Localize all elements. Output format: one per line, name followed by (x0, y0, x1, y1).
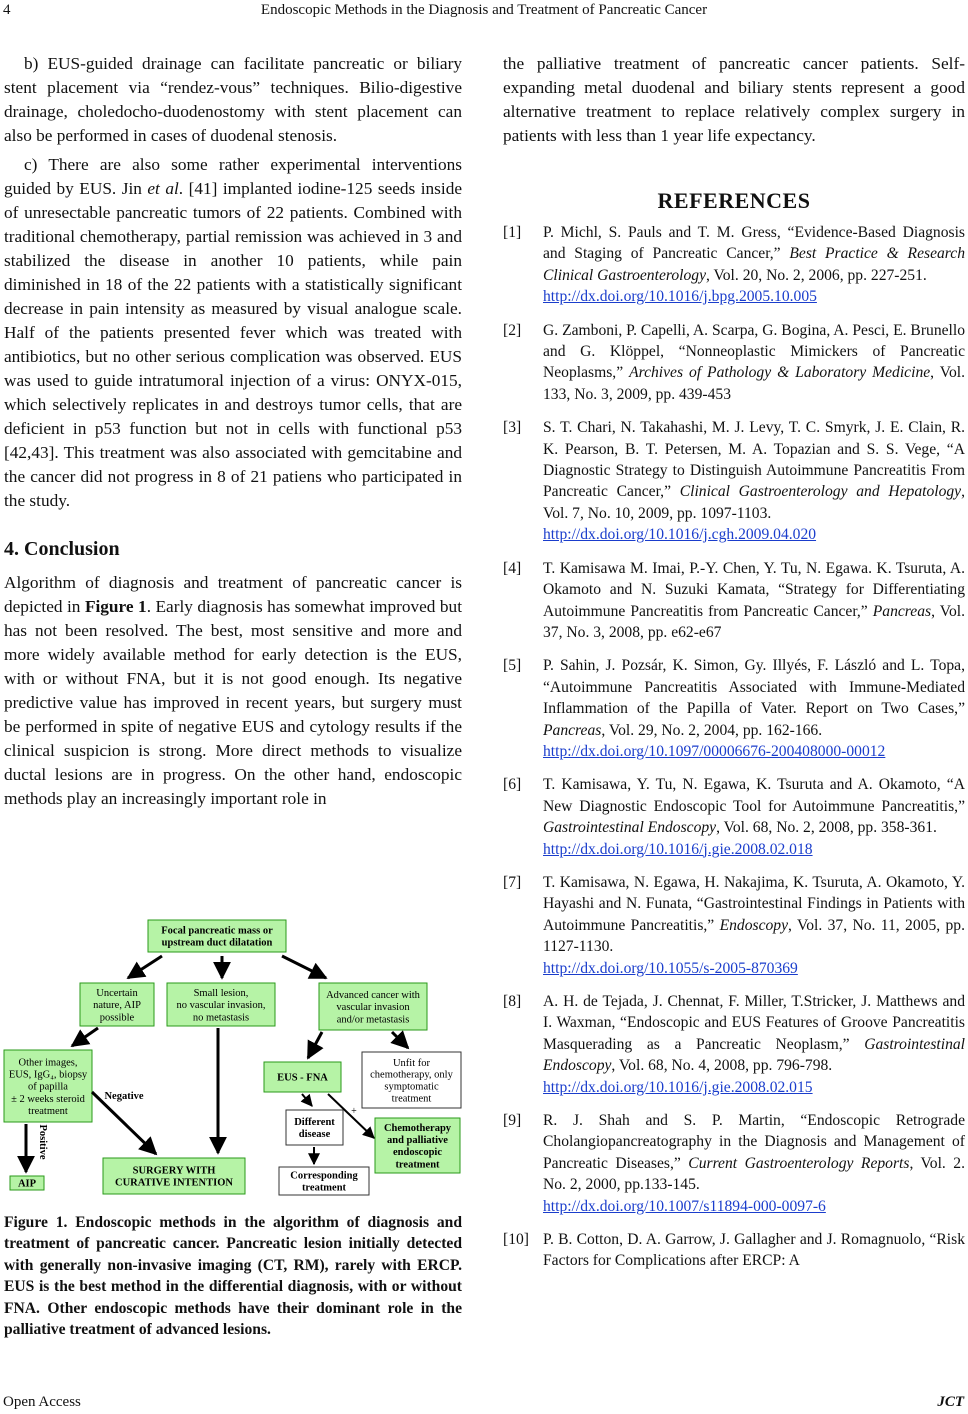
box-other-images-line: of papilla (28, 1081, 68, 1093)
reference-authors-title: S. T. Chari, N. Takahashi, M. J. Levy, T. C. Smyrk, J. E. Clain, R. K. Pearson, B. T. Petersen, M. A. Topazian and S. S. Vege, “A Diagnostic Strategy to Distinguish Autoimmune Pancreatitis From Pancreatic Cancer,” (543, 419, 965, 501)
arrow-advanced-to-unfit (392, 1032, 408, 1048)
box-surgery-line: CURATIVE INTENTION (115, 1177, 233, 1189)
reference-volume: , Vol. 2. No. 2, 2000, pp.133-145. (543, 1154, 965, 1194)
reference-number: [10] (503, 1231, 529, 1249)
box-focal-mass-line: upstream duct dilatation (161, 937, 273, 949)
box-different-disease-line: disease (298, 1128, 331, 1140)
box-focal-mass (148, 920, 286, 952)
references-list (503, 222, 965, 1272)
box-small-lesion (167, 983, 275, 1026)
flowchart-svg (0, 910, 462, 1202)
box-advanced-line: Advanced cancer with (326, 990, 420, 1002)
box-uncertain-line: Uncertain (96, 988, 138, 1000)
reference-authors-title: P. Sahin, J. Pozsár, K. Simon, Gy. Illyés, F. László and L. Topa, “Autoimmune Pancreatitis Associated with Immune-Mediated Inflammation of the Papilla of Vater. Report on Two Cases,” (543, 657, 965, 718)
box-other-images-line: Other images, (18, 1057, 78, 1069)
reference-volume: , Vol. 7, No. 10, 2009, pp. 1097-1103. (543, 483, 965, 522)
reference-doi-link[interactable]: http://dx.doi.org/10.1055/s-2005-870369 (543, 959, 798, 977)
et-al-italic: et al (147, 179, 179, 198)
reference-item (503, 417, 965, 545)
reference-journal: Pancreas (543, 721, 602, 739)
palliative-paragraph: the palliative treatment of pancreatic cancer patients. Self-expanding metal duodenal and biliary stents represent a good alternative treatment to replace relatively complex surgery in patients with less than 1 year life expectancy. (503, 54, 965, 145)
paragraph-c (4, 153, 462, 513)
box-chemo-line: endoscopic (392, 1147, 443, 1159)
reference-journal: Gastrointestinal Endoscopy (543, 1035, 965, 1075)
box-uncertain-line: nature, AIP (93, 1000, 141, 1012)
box-other-images-line: ± 2 weeks steroid (11, 1093, 85, 1105)
reference-doi-link[interactable]: http://dx.doi.org/10.1016/j.cgh.2009.04.020 (543, 526, 817, 544)
reference-number: [8] (503, 993, 522, 1010)
arrow-eus-different (302, 1094, 312, 1106)
box-unfit-line: chemotherapy, only (370, 1069, 453, 1081)
box-small-lesion-line: Small lesion, (193, 988, 249, 1000)
box-surgery-line: SURGERY WITH (132, 1165, 216, 1177)
box-chemo-line: treatment (395, 1159, 440, 1171)
arrow-to-uncertain (128, 956, 162, 978)
paragraph-c-part1: c) There are also some rather experimental interventions guided by EUS. Jin (4, 155, 462, 198)
label-positive: Positive (37, 1124, 48, 1160)
footer-open-access: Open Access (3, 1394, 81, 1410)
page-number: 4 (3, 2, 11, 18)
box-unfit-line: Unfit for (392, 1057, 431, 1069)
reference-authors-title: A. H. de Tejada, J. Chennat, F. Miller, T.Stricker, J. Matthews and I. Waxman, “Endoscopic and EUS Features of Groove Pancreatitis Masquerading as a Pancreatic Neoplasm,” (543, 993, 965, 1053)
figure-reference: Figure 1 (84, 597, 147, 616)
box-uncertain (80, 983, 154, 1026)
reference-journal: Current Gastroenterology Reports (688, 1154, 910, 1172)
box-unfit (362, 1052, 461, 1108)
reference-item (503, 1229, 965, 1272)
arrow-uncertain-to-other (72, 1028, 98, 1046)
box-small-lesion-line: no metastasis (192, 1012, 250, 1024)
reference-item (503, 320, 965, 406)
box-chemo (375, 1118, 460, 1173)
reference-volume: , Vol. 37, No. 3, 2008, pp. e62-e67 (543, 602, 965, 641)
reference-journal: Best Practice & Research Clinical Gastroenterology (543, 245, 965, 284)
box-corresponding (279, 1167, 369, 1195)
box-other-images-line: treatment (28, 1105, 68, 1117)
reference-journal: Gastrointestinal Endoscopy (543, 819, 717, 837)
box-unfit-line: symptomatic (384, 1081, 439, 1093)
reference-item (503, 655, 965, 762)
reference-authors-title: T. Kamisawa, Y. Tu, N. Egawa, K. Tsuruta and A. Okamoto, “A New Diagnostic Endoscopic Tool for Autoimmune Pancreatitis,” (543, 776, 965, 815)
conclusion-part2: . Early diagnosis has somewhat improved but has not been resolved. The best, most sensitive and more and more widely available method for early detection is the EUS, with or without FNA, but it is not good enough. Its negative predictive value has improved in recent years, but surgery must be performed in spite of negative EUS and cytology results if the clinical suspicion is strong. More direct methods to visualize ductal lesions are in progress. On the other hand, endoscopic methods play an increasingly important role in (4, 597, 463, 808)
reference-journal: Pancreas (872, 602, 932, 620)
box-unfit-line: treatment (391, 1093, 432, 1105)
box-advanced-line: and/or metastasis (336, 1014, 410, 1026)
running-title: Endoscopic Methods in the Diagnosis and Treatment of Pancreatic Cancer (260, 2, 708, 18)
reference-volume: , Vol. 37, No. 11, 2005, pp. 1127-1130. (543, 916, 965, 956)
reference-number: [7] (503, 873, 522, 891)
reference-volume: , Vol. 133, No. 3, 2009, pp. 439-453 (543, 364, 966, 403)
reference-item (503, 222, 965, 308)
footer-journal: JCT (937, 1394, 964, 1410)
figure-1-flowchart (0, 910, 462, 1202)
box-other-images-line: EUS, IgG₄, biopsy (8, 1069, 88, 1081)
reference-volume: , Vol. 68, No. 2, 2008, pp. 358-361. (716, 819, 937, 837)
reference-number: [2] (503, 321, 522, 339)
reference-doi-link[interactable]: http://dx.doi.org/10.1016/j.bpg.2005.10.005 (543, 288, 817, 306)
reference-item (503, 1110, 965, 1217)
left-column (4, 52, 462, 811)
box-small-lesion-line: no vascular invasion, (176, 1000, 266, 1012)
box-surgery (103, 1158, 245, 1194)
box-aip (10, 1176, 44, 1190)
reference-number: [3] (503, 419, 522, 437)
conclusion-paragraph (4, 571, 462, 811)
paragraph-b: b) EUS-guided drainage can facilitate pancreatic or biliary stent placement via “rendez-vous” techniques. Bilio-digestive drainage, choledocho-duodenostomy with stent placement can also be performed in cases of duodenal stenosis. (4, 54, 462, 145)
reference-volume: , Vol. 29, No. 2, 2004, pp. 162-166. (601, 721, 823, 739)
page-header (0, 0, 968, 22)
box-chemo-line: Chemotherapy (383, 1123, 452, 1135)
box-different-disease-line: Different (294, 1117, 335, 1129)
right-column (503, 52, 965, 1284)
reference-authors-title: P. Michl, S. Pauls and T. M. Gress, “Evidence-Based Diagnosis and Staging of Pancreatic Cancer,” (543, 224, 965, 263)
reference-volume: , Vol. 20, No. 2, 2006, pp. 227-251. (706, 266, 927, 284)
reference-item (503, 872, 965, 979)
reference-volume: , Vol. 68, No. 4, 2008, pp. 796-798. (611, 1057, 833, 1075)
box-corresponding-line: treatment (301, 1182, 347, 1194)
box-uncertain-line: possible (99, 1012, 135, 1024)
box-different-disease (286, 1110, 343, 1145)
box-focal-mass-line: Focal pancreatic mass or (161, 925, 273, 937)
arrow-advanced-to-eusfna (308, 1032, 322, 1058)
paragraph-c-part2: . [41] implanted iodine-125 seeds inside of unresectable pancreatic tumors of 22 patients. Combined with traditional chemotherapy, partial remission was achieved in 3 and stabilized the disease in another 10 patients, while pain diminished in 18 of the 22 patients with a statistically significant decrease in pain intensity as measured by visual analogue scale. Half of the patients presented fever which was treated with antibiotics, but no other serious complication was observed. EUS was used to guide intratumoral injection of a virus: ONYX-015, which selectively replicates in and destroys tumor cells, that are deficient in p53 function but not in cells with functional p53 [42,43]. This treatment was also associated with gemcitabine and the cancer did not progress in 8 of 21 patiens who participated in the study. (4, 179, 463, 510)
reference-doi-link[interactable]: http://dx.doi.org/10.1016/j.gie.2008.02.018 (543, 840, 813, 858)
reference-doi-link[interactable]: http://dx.doi.org/10.1007/s11894-000-0097-6 (543, 1197, 826, 1215)
figure-caption: Figure 1. Endoscopic methods in the algorithm of diagnosis and treatment of pancreatic cancer. Pancreatic lesion initially detected with generally non-invasive imaging (CT, RM), rarely with ERCP. EUS is the best method in the differential diagnosis, with or without FNA. Other endoscopic methods have their dominant role in the palliative treatment of advanced lesions. (4, 1214, 462, 1339)
box-eus-fna-line: EUS - FNA (277, 1072, 328, 1084)
box-eus-fna (264, 1062, 341, 1092)
reference-number: [1] (503, 224, 522, 241)
box-aip-line: AIP (17, 1178, 37, 1190)
reference-item (503, 991, 965, 1098)
reference-doi-link[interactable]: http://dx.doi.org/10.1097/00006676-200408000-00012 (543, 742, 886, 760)
arrow-to-advanced (282, 956, 326, 978)
box-advanced (319, 983, 427, 1030)
reference-journal: Clinical Gastroenterology and Hepatology (679, 483, 962, 501)
reference-authors-title: P. B. Cotton, D. A. Garrow, J. Gallagher and J. Romagnuolo, “Risk Factors for Complications after ERCP: A (543, 1231, 965, 1270)
conclusion-part1: Algorithm of diagnosis and treatment of pancreatic cancer is depicted in (4, 573, 462, 616)
reference-item (503, 558, 965, 644)
reference-journal: Endoscopy (719, 916, 788, 934)
box-chemo-line: and palliative (387, 1135, 448, 1147)
reference-item (503, 774, 965, 860)
label-negative: Negative (104, 1091, 144, 1102)
reference-number: [9] (503, 1112, 522, 1130)
references-heading: REFERENCES (657, 188, 811, 213)
reference-authors-title: T. Kamisawa M. Imai, P.-Y. Chen, Y. Tu, N. Egawa. K. Tsuruta, A. Okamoto and N. Suzuki Kamata, “Strategy for Differentiating Autoimmune Pancreatitis from Pancreatic Cancer,” (543, 559, 965, 620)
reference-number: [5] (503, 657, 522, 675)
conclusion-heading: 4. Conclusion (4, 538, 120, 560)
reference-number: [4] (503, 559, 522, 577)
box-corresponding-line: Corresponding (290, 1170, 358, 1182)
reference-number: [6] (503, 776, 522, 794)
reference-authors-title: G. Zamboni, P. Capelli, A. Scarpa, G. Bogina, A. Pesci, E. Brunello and G. Klöppel, “Nonneoplastic Mimickers of Pancreatic Neoplasms,” (543, 321, 965, 382)
box-other-images (4, 1050, 92, 1122)
reference-doi-link[interactable]: http://dx.doi.org/10.1016/j.gie.2008.02.015 (543, 1078, 813, 1096)
reference-authors-title: T. Kamisawa, N. Egawa, H. Nakajima, K. Tsuruta, A. Okamoto, Y. Hayashi and N. Funata, “Gastrointestinal Findings in Patients with Autoimmune Pancreatitis,” (543, 873, 965, 934)
reference-authors-title: R. J. Shah and S. P. Martin, “Endoscopic Retrograde Cholangiopancreatography in the Diagnosis and Management of Pancreatic Diseases,” (543, 1112, 965, 1172)
reference-journal: Archives of Pathology & Laboratory Medicine (629, 364, 931, 382)
label-plus: + (351, 1106, 357, 1117)
box-advanced-line: vascular invasion (336, 1002, 410, 1014)
